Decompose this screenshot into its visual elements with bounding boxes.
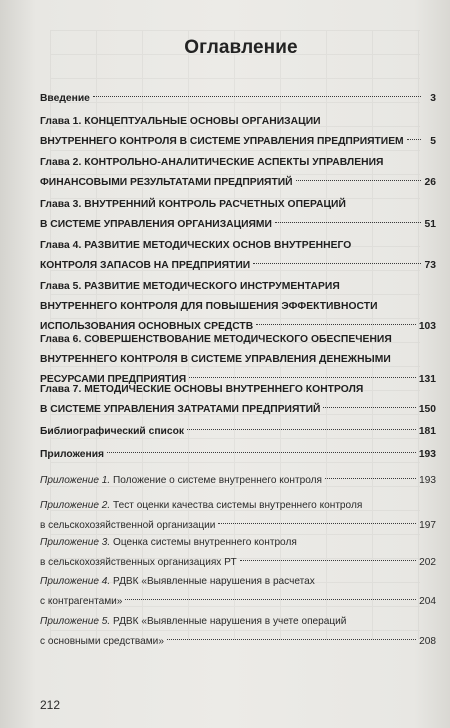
dot-leader (253, 263, 421, 264)
toc-entry-line (40, 496, 436, 516)
appendix-title: Оценка системы внутреннего контроля (113, 537, 297, 548)
dot-leader (167, 639, 416, 640)
appendix-prefix: Приложение 1. (40, 475, 111, 486)
toc-entry-title (40, 471, 322, 491)
toc-page-number: 51 (424, 219, 436, 230)
toc-page-number: 103 (418, 321, 436, 332)
toc-entry-chapter-1 (40, 112, 436, 152)
toc-entry-last-line (40, 553, 436, 573)
toc-entry-appendix-3 (40, 533, 436, 573)
appendix-title: РДВК «Выявленные нарушения в расчетах (113, 576, 315, 587)
toc-entry-title: с основными средствами» (40, 636, 164, 647)
toc-entry-last-line (40, 132, 436, 152)
toc-page-number: 204 (419, 596, 436, 607)
toc-entry-last-line (40, 89, 436, 109)
toc-entry-line: ВНУТРЕННЕГО КОНТРОЛЯ В СИСТЕМЕ УПРАВЛЕНИЯ ДЕНЕЖНЫМИ (40, 354, 391, 365)
appendix-title: РДВК «Выявленные нарушения в учете операций (113, 616, 347, 627)
toc-page-number: 208 (419, 636, 436, 647)
toc-entry-line: Глава 6. СОВЕРШЕНСТВОВАНИЕ МЕТОДИЧЕСКОГО ОБЕСПЕЧЕНИЯ (40, 334, 392, 345)
dot-leader (240, 560, 417, 561)
toc-entry-title: Библиографический список (40, 426, 185, 437)
toc-entry-line: Глава 5. РАЗВИТИЕ МЕТОДИЧЕСКОГО ИНСТРУМЕНТАРИЯ (40, 281, 340, 292)
toc-page-number: 73 (424, 260, 436, 271)
toc-entry-chapter-4 (40, 236, 436, 276)
toc-entry-last-line (40, 471, 436, 491)
toc-entry-last-line (40, 173, 436, 193)
toc-entry-title: РЕСУРСАМИ ПРЕДПРИЯТИЯ (40, 374, 187, 385)
toc-entry-line (40, 572, 436, 592)
dot-leader (275, 222, 421, 223)
appendix-prefix: Приложение 3. (40, 537, 111, 548)
dot-leader (323, 407, 415, 408)
toc-entry-last-line (40, 592, 436, 612)
toc-entry-title: КОНТРОЛЯ ЗАПАСОВ НА ПРЕДПРИЯТИИ (40, 260, 251, 271)
toc-entry-appendix-2 (40, 496, 436, 536)
toc-entry-line: Глава 7. МЕТОДИЧЕСКИЕ ОСНОВЫ ВНУТРЕННЕГО КОНТРОЛЯ (40, 384, 364, 395)
appendix-prefix: Приложение 2. (40, 500, 111, 511)
toc-entry-last-line (40, 400, 436, 420)
toc-page-number: 3 (430, 93, 436, 104)
toc-entry-title: с контрагентами» (40, 596, 123, 607)
toc-entry-appendix-5 (40, 612, 436, 652)
toc-entry-last-line (40, 256, 436, 276)
dot-leader (296, 180, 421, 181)
toc-entry-title: В СИСТЕМЕ УПРАВЛЕНИЯ ЗАТРАТАМИ ПРЕДПРИЯТИЙ (40, 404, 321, 415)
toc-entry-line (40, 533, 436, 553)
appendix-title: Тест оценки качества системы внутреннего контроля (113, 500, 363, 511)
toc-entry-line: Глава 2. КОНТРОЛЬНО-АНАЛИТИЧЕСКИЕ АСПЕКТЫ УПРАВЛЕНИЯ (40, 157, 384, 168)
toc-entry-last-line (40, 632, 436, 652)
toc-entry-title: ИСПОЛЬЗОВАНИЯ ОСНОВНЫХ СРЕДСТВ (40, 321, 254, 332)
toc-entry-chapter-5 (40, 277, 436, 337)
page-title: Оглавление (184, 37, 298, 58)
toc-page-number: 150 (418, 404, 436, 415)
toc-entry-line: ВНУТРЕННЕГО КОНТРОЛЯ ДЛЯ ПОВЫШЕНИЯ ЭФФЕКТИВНОСТИ (40, 301, 378, 312)
appendix-title: Положение о системе внутреннего контроля (113, 475, 322, 486)
toc-entry-title: Введение (40, 93, 90, 104)
toc-entry-title: Приложения (40, 449, 105, 460)
toc-entry-line (40, 612, 436, 632)
dot-leader (256, 324, 416, 325)
toc-entry-last-line (40, 445, 436, 465)
toc-entry-last-line (40, 215, 436, 235)
footer-page-number: 212 (40, 698, 61, 712)
dot-leader (189, 377, 416, 378)
toc-entry-last-line (40, 422, 436, 442)
toc-page-number: 26 (424, 177, 436, 188)
dot-leader (107, 452, 416, 453)
toc-entry-appendix-1 (40, 471, 436, 491)
toc-entry-title: в сельскохозяйственных организациях РТ (40, 557, 237, 568)
dot-leader (125, 599, 416, 600)
toc-entry-chapter-7 (40, 380, 436, 420)
dot-leader (218, 523, 416, 524)
toc-page-number: 193 (419, 475, 436, 486)
dot-leader (93, 96, 421, 97)
toc-entry-line: Глава 3. ВНУТРЕННИЙ КОНТРОЛЬ РАСЧЕТНЫХ ОПЕРАЦИЙ (40, 199, 346, 210)
toc-entry-bibliography (40, 422, 436, 442)
dot-leader (187, 429, 416, 430)
toc-entry-title: ФИНАНСОВЫМИ РЕЗУЛЬТАТАМИ ПРЕДПРИЯТИЙ (40, 177, 293, 188)
toc-entry-title: в сельскохозяйственной организации (40, 520, 216, 531)
dot-leader (407, 139, 421, 140)
appendix-prefix: Приложение 4. (40, 576, 111, 587)
toc-entry-appendix-4 (40, 572, 436, 612)
toc-entry-title: В СИСТЕМЕ УПРАВЛЕНИЯ ОРГАНИЗАЦИЯМИ (40, 219, 272, 230)
toc-entry-chapter-3 (40, 195, 436, 235)
dot-leader (325, 478, 416, 479)
toc-entry-introduction (40, 89, 436, 109)
toc-entry-title: ВНУТРЕННЕГО КОНТРОЛЯ В СИСТЕМЕ УПРАВЛЕНИЯ ПРЕДПРИЯТИЕМ (40, 136, 404, 147)
appendix-prefix: Приложение 5. (40, 616, 111, 627)
toc-page-number: 193 (418, 449, 436, 460)
toc-entry-appendices (40, 445, 436, 465)
toc-entry-line: Глава 4. РАЗВИТИЕ МЕТОДИЧЕСКИХ ОСНОВ ВНУТРЕННЕГО (40, 240, 352, 251)
toc-entry-chapter-2 (40, 153, 436, 193)
toc-page-number: 181 (418, 426, 436, 437)
toc-page-number: 5 (430, 136, 436, 147)
toc-page-number: 202 (419, 557, 436, 568)
toc-page-number: 131 (418, 374, 436, 385)
toc-page-number: 197 (419, 520, 436, 531)
toc-entry-line: Глава 1. КОНЦЕПТУАЛЬНЫЕ ОСНОВЫ ОРГАНИЗАЦИИ (40, 116, 321, 127)
